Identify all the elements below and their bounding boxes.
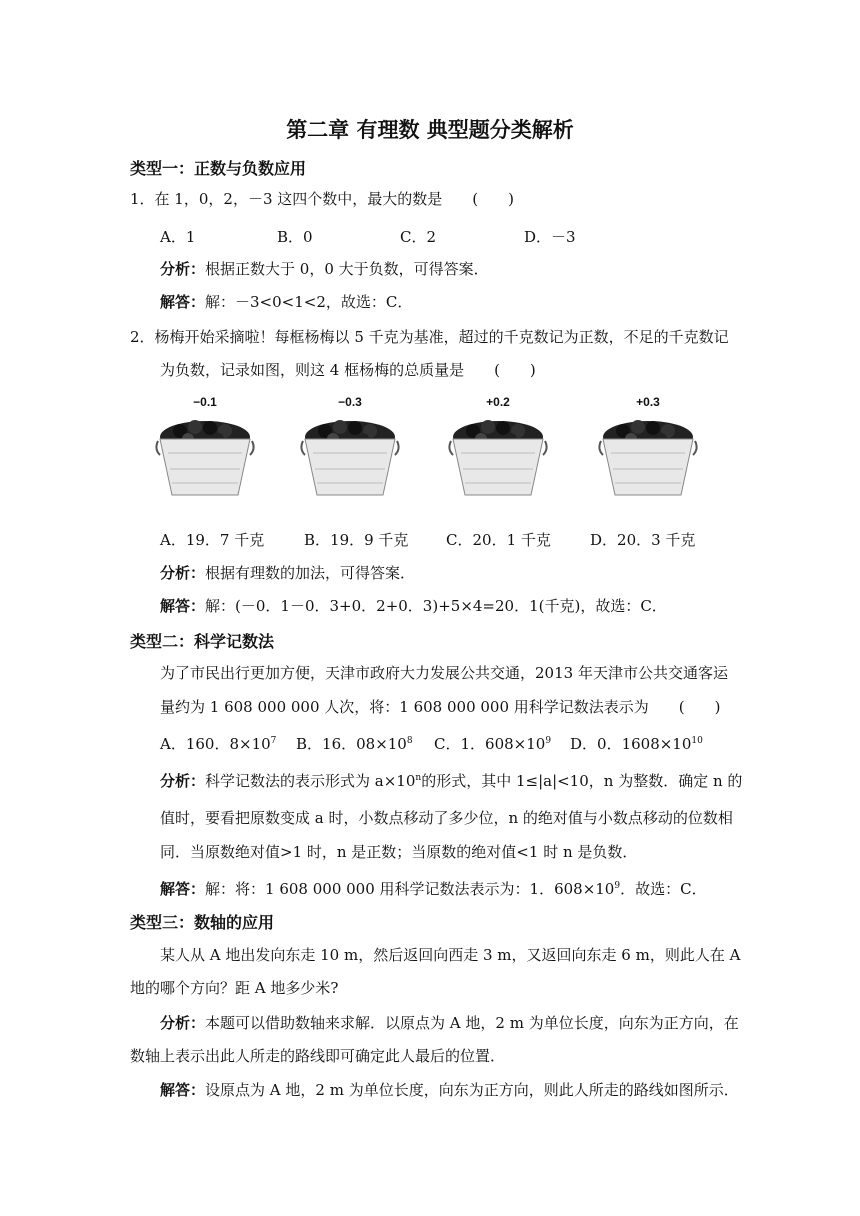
analysis-text: 根据有理数的加法，可得答案．: [205, 564, 416, 582]
basket-label: −0.3: [338, 395, 362, 409]
answer-text: 解：将：1 608 000 000 用科学记数法表示为：1．608×10: [205, 880, 615, 898]
s2-analysis-line3: 同．当原数绝对值>1 时，n 是正数；当原数的绝对值<1 时 n 是负数．: [160, 843, 638, 861]
answer-text: 解：(－0．1－0．3+0．2+0．3)+5×4=20．1(千克)，故选：C．: [205, 597, 667, 615]
s2-stem-line1: 为了市民出行更加方便，天津市政府大力发展公共交通，2013 年天津市公共交通客运: [160, 664, 728, 682]
basket-label: −0.1: [193, 395, 217, 409]
q2-analysis: [160, 563, 415, 583]
analysis-text: 本题可以借助数轴来求解．以原点为 A 地，2 m 为单位长度，向东为正方向，在: [205, 1014, 739, 1032]
s2-stem-line2: 量约为 1 608 000 000 人次，将：1 608 000 000 用科学记数法表示为 ( ): [160, 698, 721, 716]
basket-icon: [295, 395, 405, 515]
basket-icon: [150, 395, 260, 515]
analysis-label: 分析：: [160, 1014, 206, 1032]
answer-label: 解答：: [160, 1081, 206, 1099]
basket-image-4: [593, 395, 703, 515]
s3-stem-line2: 地的哪个方向？距 A 地多少米?: [130, 979, 339, 997]
option-text: D．0．1608×10: [570, 735, 692, 753]
q1-option-b: B．0: [277, 228, 313, 246]
analysis-label: 分析：: [160, 260, 206, 278]
section-heading-1: 类型一：正数与负数应用: [130, 159, 307, 178]
q2-option-c: C．20．1 千克: [446, 531, 551, 549]
s3-analysis-line1: [160, 1013, 739, 1033]
basket-image-2: [295, 395, 405, 515]
s3-analysis-line2: 数轴上表示出此人所走的路线即可确定此人最后的位置．: [130, 1047, 506, 1065]
q2-option-d: D．20．3 千克: [590, 531, 696, 549]
q1-answer: [160, 292, 412, 312]
answer-label: 解答：: [160, 880, 206, 898]
q1-option-c: C．2: [400, 228, 437, 246]
answer-text: 设原点为 A 地，2 m 为单位长度，向东为正方向，则此人所走的路线如图所示．: [205, 1081, 739, 1099]
option-exponent: 10: [691, 736, 703, 746]
s2-analysis-line2: 值时，要看把原数变成 a 时，小数点移动了多少位，n 的绝对值与小数点移动的位数相: [160, 809, 733, 827]
s3-answer: [160, 1080, 739, 1100]
analysis-label: 分析：: [160, 564, 206, 582]
s2-option-c: [434, 733, 551, 754]
q2-option-a: A．19．7 千克: [160, 531, 265, 549]
s3-stem-line1: 某人从 A 地出发向东走 10 m，然后返回向西走 3 m，又返回向东走 6 m，则此人在 A: [160, 946, 741, 964]
option-exponent: 8: [406, 736, 413, 746]
basket-image-3: [443, 395, 553, 515]
basket-image-1: [150, 395, 260, 515]
s2-option-d: [570, 733, 703, 754]
option-exponent: 9: [545, 736, 552, 746]
option-text: C．1．608×10: [434, 735, 546, 753]
basket-label: +0.3: [636, 395, 660, 409]
question-1-stem: 1．在 1，0，2，－3 这四个数中，最大的数是 ( ): [130, 190, 514, 208]
q1-option-d: D．－3: [524, 228, 576, 246]
analysis-label: 分析：: [160, 772, 206, 790]
answer-text: ．故选：C．: [620, 880, 707, 898]
question-2-stem-line1: 2．杨梅开始采摘啦！每框杨梅以 5 千克为基准，超过的千克数记为正数，不足的千克数记: [130, 328, 729, 346]
s2-analysis-line1: [160, 768, 742, 791]
analysis-text: 科学记数法的表示形式为 a×10: [205, 772, 416, 790]
option-text: A．160．8×10: [160, 735, 271, 753]
q2-answer: [160, 596, 667, 616]
analysis-text: 的形式，其中 1≤|a|<10，n 为整数．确定 n 的: [421, 772, 743, 790]
basket-icon: [443, 395, 553, 515]
s2-option-b: [296, 733, 413, 754]
option-text: B．16．08×10: [296, 735, 407, 753]
basket-icon: [593, 395, 703, 515]
section-heading-3: 类型三：数轴的应用: [130, 913, 275, 932]
s2-option-a: [160, 733, 276, 754]
q2-option-b: B．19．9 千克: [304, 531, 409, 549]
question-2-stem-line2: 为负数，记录如图，则这 4 框杨梅的总质量是 ( ): [160, 361, 536, 379]
page-title: 第二章 有理数 典型题分类解析: [286, 118, 574, 142]
option-exponent: 7: [270, 736, 277, 746]
q1-option-a: A．1: [160, 228, 196, 246]
analysis-text: 根据正数大于 0，0 大于负数，可得答案．: [205, 260, 489, 278]
s2-answer: [160, 876, 707, 899]
answer-label: 解答：: [160, 597, 206, 615]
q1-analysis: [160, 259, 489, 279]
answer-label: 解答：: [160, 293, 206, 311]
basket-label: +0.2: [486, 395, 510, 409]
section-heading-2: 类型二：科学记数法: [130, 632, 275, 651]
answer-text: 解：－3<0<1<2，故选：C．: [205, 293, 413, 311]
answer-exponent: 9: [614, 881, 621, 891]
analysis-exponent: n: [415, 773, 422, 783]
